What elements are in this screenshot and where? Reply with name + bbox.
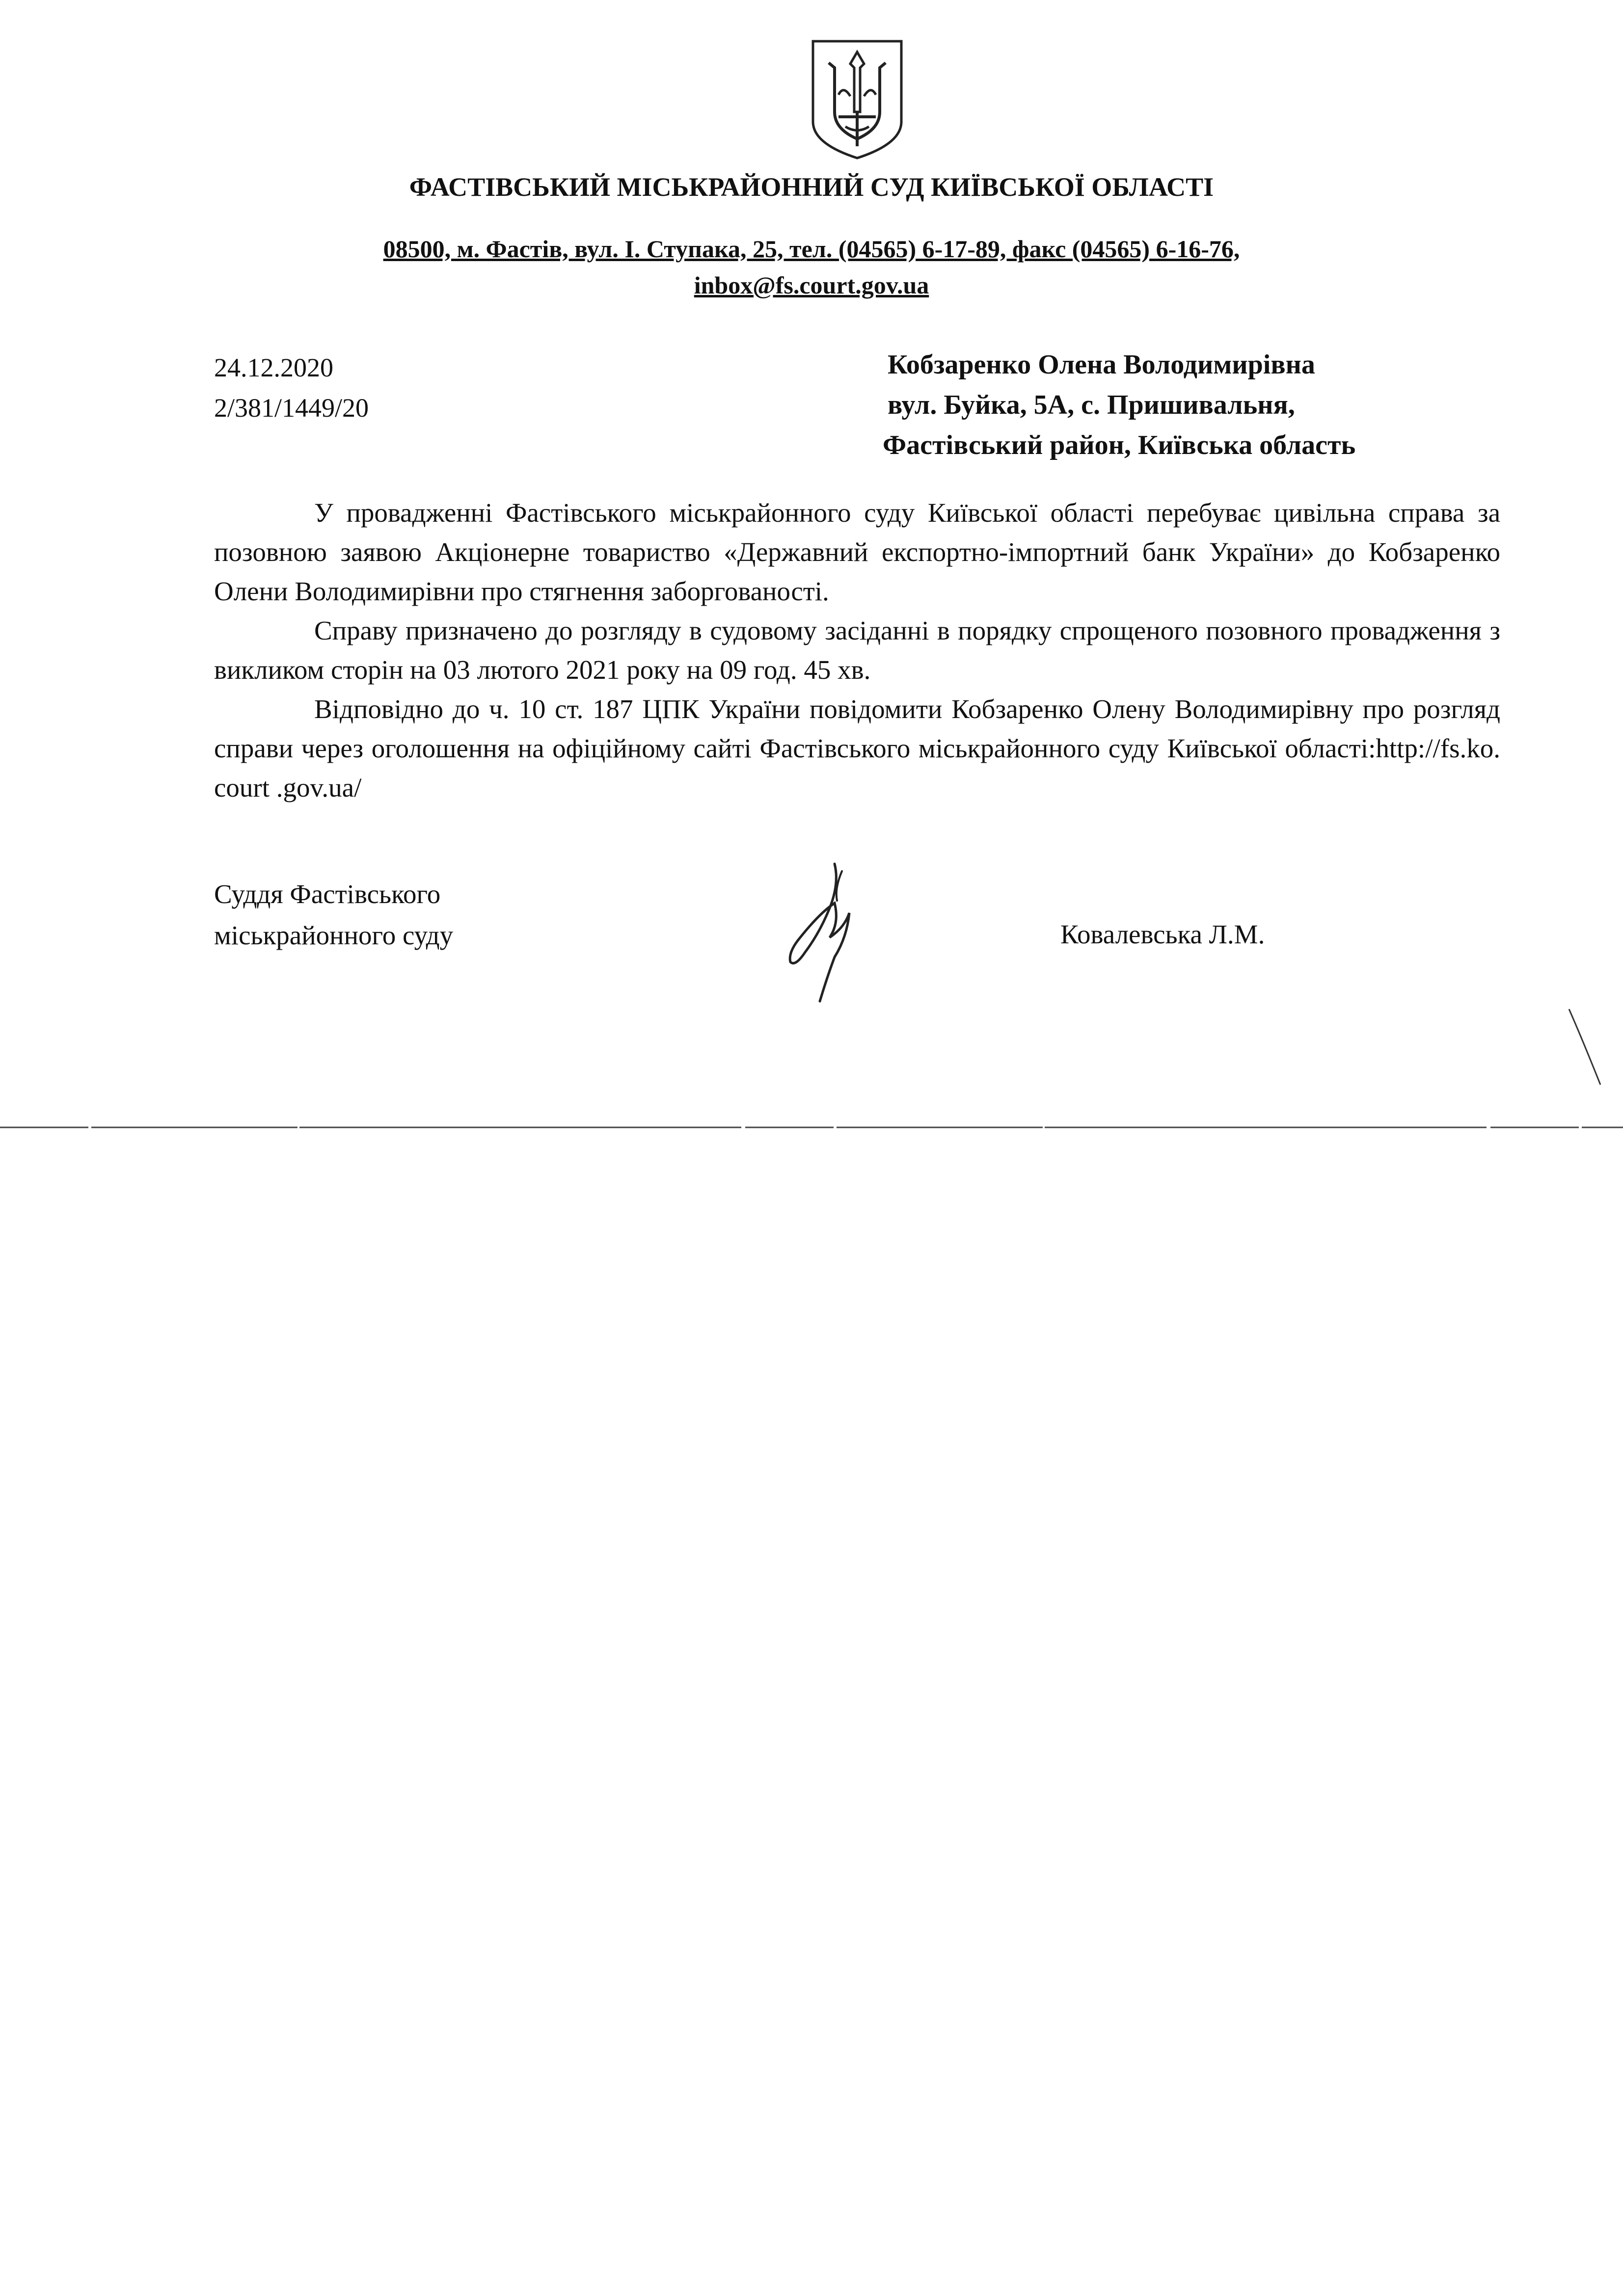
judge-title-line: Суддя Фастівського [214, 879, 441, 909]
judge-name: Ковалевська Л.М. [1060, 919, 1265, 949]
judge-title [214, 874, 453, 956]
tryzub-icon [809, 38, 905, 161]
body-paragraph: Справу призначено до розгляду в судовому засіданні в порядку спрощеного позовного провадження з викликом сторін на 03 лютого 2021 року на 09 год. 45 хв. [214, 615, 1500, 685]
page-divider-line [0, 1126, 1623, 1129]
addressee-district: Фастівський район, Київська область [883, 430, 1356, 460]
judge-title-line: міськрайонного суду [214, 920, 454, 950]
court-address [0, 231, 1623, 303]
document-meta [214, 347, 369, 428]
addressee-street: вул. Буйка, 5А, с. Пришивальня, [888, 390, 1295, 420]
body-paragraph: Відповідно до ч. 10 ст. 187 ЦПК України повідомити Кобзаренко Олену Володимирівну про розгляд справи через оголошення на офіційному сайті Фастівського міськрайонного суду Київської області:http://fs.ko. court .gov.ua/ [214, 694, 1500, 802]
addressee-block [883, 345, 1355, 465]
body-paragraph: У провадженні Фастівського міськрайонного суду Київської області перебуває цивільна справа за позовною заявою Акціонерне товариство «Державний експортно-імпортний банк України» до Кобзаренко Олени Володимирівни про стягнення заборгованості. [214, 498, 1500, 606]
court-email: inbox@fs.court.gov.ua [694, 271, 929, 299]
document-date: 24.12.2020 [214, 353, 333, 382]
court-address-line: 08500, м. Фастів, вул. І. Ступака, 25, тел. (04565) 6-17-89, факс (04565) 6-16-76, [383, 235, 1240, 263]
letter-body [214, 493, 1500, 807]
addressee-name: Кобзаренко Олена Володимирівна [888, 349, 1315, 380]
court-name: ФАСТІВСЬКИЙ МІСЬКРАЙОННИЙ СУД КИЇВСЬКОЇ ОБЛАСТІ [409, 172, 1214, 202]
scan-artifact [1566, 1006, 1605, 1090]
handwritten-signature [761, 854, 889, 1016]
case-number: 2/381/1449/20 [214, 393, 369, 423]
